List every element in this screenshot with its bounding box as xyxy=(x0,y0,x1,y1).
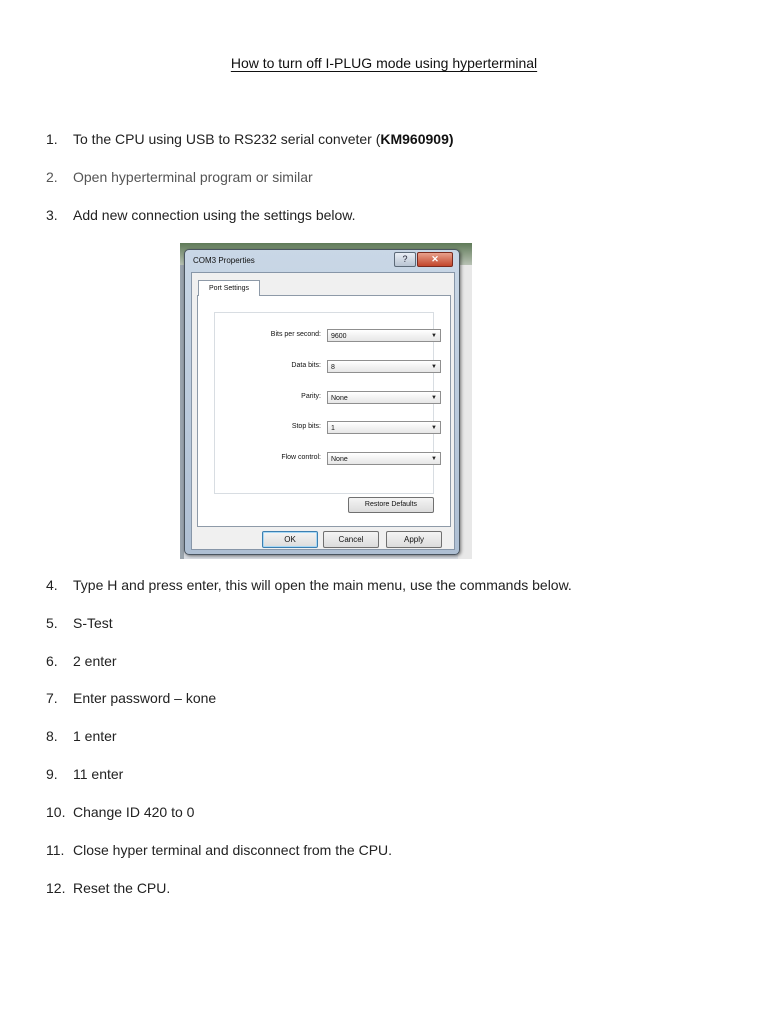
parity-select[interactable]: None ▼ xyxy=(327,391,441,404)
chevron-down-icon: ▼ xyxy=(431,456,437,462)
flow-control-label: Flow control: xyxy=(281,454,321,461)
help-icon[interactable]: ? xyxy=(394,252,416,267)
step-4: 4. Type H and press enter, this will open the main menu, use the commands below. xyxy=(46,577,572,593)
bits-per-second-select[interactable]: 9600 ▼ xyxy=(327,329,441,342)
chevron-down-icon: ▼ xyxy=(431,333,437,339)
bits-per-second-label: Bits per second: xyxy=(270,331,321,338)
parity-label: Parity: xyxy=(301,393,321,400)
stop-bits-label: Stop bits: xyxy=(291,423,321,430)
stop-bits-select[interactable]: 1 ▼ xyxy=(327,421,441,434)
parity-row xyxy=(215,391,437,405)
page-title: How to turn off I-PLUG mode using hyperterminal xyxy=(230,55,538,71)
stop-bits-row xyxy=(215,421,437,435)
settings-group xyxy=(214,312,437,494)
tab-panel xyxy=(197,295,451,527)
step-6: 6. 2 enter xyxy=(46,653,117,669)
chevron-down-icon: ▼ xyxy=(431,364,437,370)
step-8: 8. 1 enter xyxy=(46,728,117,744)
step-12: 12. Reset the CPU. xyxy=(46,880,171,896)
dialog-client xyxy=(191,272,455,550)
data-bits-row xyxy=(215,360,437,374)
background-edge xyxy=(458,265,472,559)
cancel-button[interactable]: Cancel xyxy=(323,531,379,548)
dialog-title: COM3 Properties xyxy=(193,256,255,265)
step-5: 5. S-Test xyxy=(46,615,113,631)
bits-per-second-row xyxy=(215,329,437,343)
step-2: 2. Open hyperterminal program or similar xyxy=(46,169,313,185)
data-bits-label: Data bits: xyxy=(291,362,321,369)
restore-defaults-button[interactable]: Restore Defaults xyxy=(348,497,434,513)
close-icon[interactable]: ✕ xyxy=(417,252,453,267)
com3-properties-dialog xyxy=(184,249,460,555)
step-1: 1. To the CPU using USB to RS232 serial conveter (KM960909) xyxy=(46,131,454,147)
step-9: 9. 11 enter xyxy=(46,766,124,782)
apply-button[interactable]: Apply xyxy=(386,531,442,548)
chevron-down-icon: ▼ xyxy=(431,425,437,431)
step-7: 7. Enter password – kone xyxy=(46,690,217,706)
dialog-screenshot xyxy=(180,243,472,559)
step-3: 3. Add new connection using the settings below. xyxy=(46,207,356,223)
tab-port-settings[interactable]: Port Settings xyxy=(198,280,260,296)
flow-control-row xyxy=(215,452,437,466)
data-bits-select[interactable]: 8 ▼ xyxy=(327,360,441,373)
flow-control-select[interactable]: None ▼ xyxy=(327,452,441,465)
chevron-down-icon: ▼ xyxy=(431,395,437,401)
ok-button[interactable]: OK xyxy=(262,531,318,548)
step-10: 10. Change ID 420 to 0 xyxy=(46,804,195,820)
step-11: 11. Close hyper terminal and disconnect from the CPU. xyxy=(46,842,393,858)
